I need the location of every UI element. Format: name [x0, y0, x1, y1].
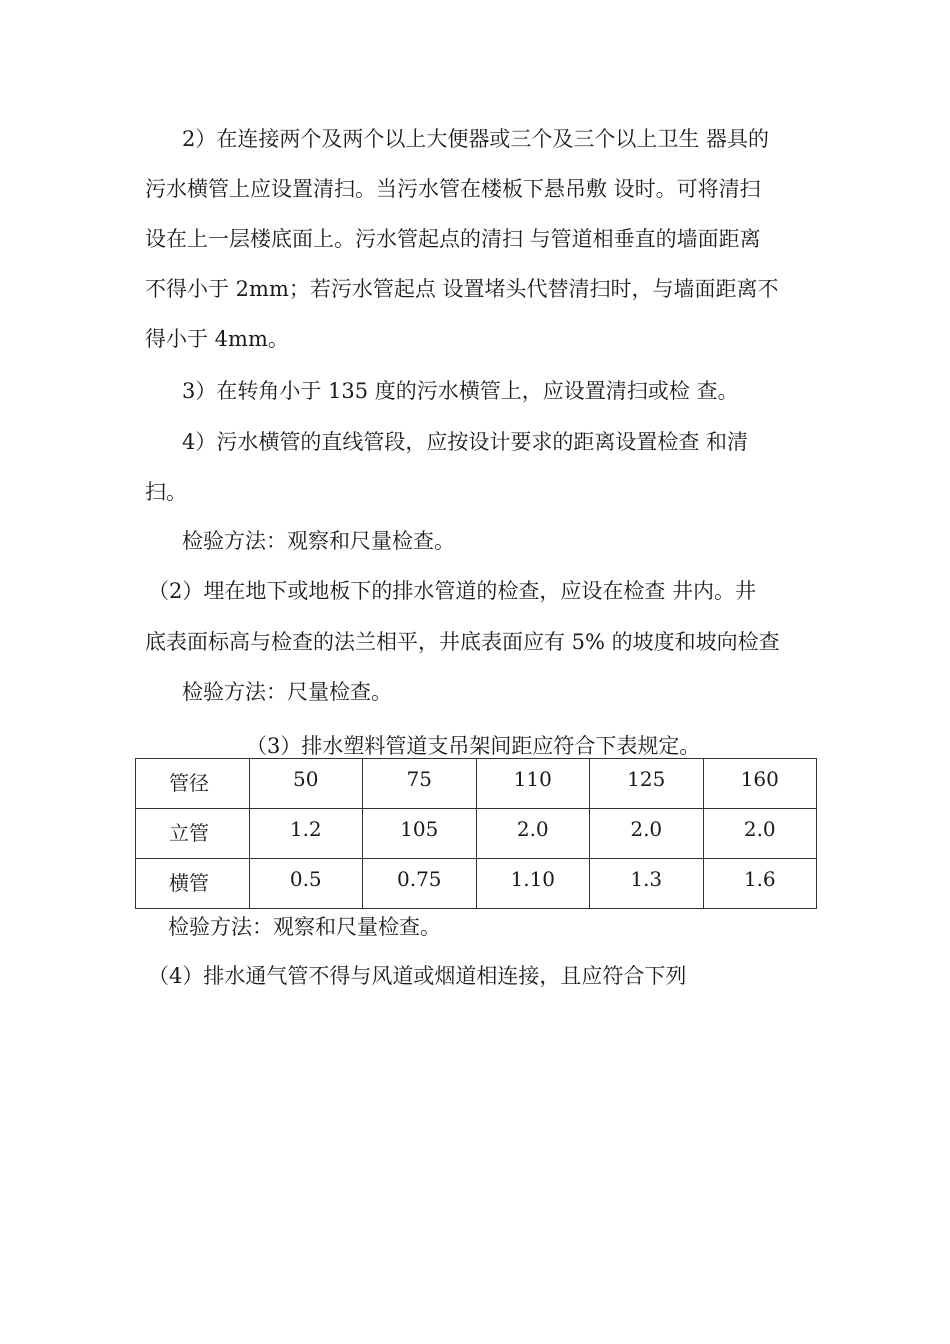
paragraph-line: 污水横管上应设置清扫。当污水管在楼板下悬吊敷 设时。可将清扫 [145, 177, 761, 201]
paragraph-line: （4）排水通气管不得与风道或烟道相连接，且应符合下列 [148, 964, 687, 988]
paragraph-line: 2）在连接两个及两个以上大便器或三个及三个以上卫生 器具的 [182, 127, 770, 151]
table-row [136, 809, 817, 859]
paragraph-line: 3）在转角小于 135 度的污水横管上，应设置清扫或检 查。 [182, 379, 739, 403]
paragraph-line: 得小于 4mm。 [145, 327, 289, 351]
table-cell: 1.2 [249, 809, 363, 859]
row-label: 横管 [136, 859, 250, 909]
row-label: 立管 [136, 809, 250, 859]
table-cell: 0.75 [363, 859, 477, 909]
inspection-method: 检验方法：观察和尺量检查。 [168, 915, 441, 939]
inspection-method: 检验方法：尺量检查。 [182, 680, 392, 704]
table-cell: 160 [703, 759, 817, 809]
table-cell: 2.0 [476, 809, 590, 859]
paragraph-line: 4）污水横管的直线管段，应按设计要求的距离设置检查 和清 [182, 430, 749, 454]
table-cell: 1.6 [703, 859, 817, 909]
paragraph-line: （2）埋在地下或地板下的排水管道的检查，应设在检查 井内。井 [148, 579, 757, 603]
table-cell: 50 [249, 759, 363, 809]
table-caption: （3）排水塑料管道支吊架间距应符合下表规定。 [246, 734, 701, 758]
paragraph-line: 设在上一层楼底面上。污水管起点的清扫 与管道相垂直的墙面距离 [145, 227, 761, 251]
row-label: 管径 [136, 759, 250, 809]
paragraph-line: 扫。 [145, 480, 187, 504]
paragraph-line: 不得小于 2mm；若污水管起点 设置堵头代替清扫时，与墙面距离不 [145, 277, 779, 301]
table-cell: 105 [363, 809, 477, 859]
table-cell: 1.10 [476, 859, 590, 909]
paragraph-line: 底表面标高与检查的法兰相平，井底表面应有 5% 的坡度和坡向检查 [145, 630, 780, 654]
inspection-method: 检验方法：观察和尺量检查。 [182, 529, 455, 553]
table-cell: 0.5 [249, 859, 363, 909]
table-cell: 125 [590, 759, 704, 809]
table-cell: 110 [476, 759, 590, 809]
support-spacing-table [135, 758, 817, 909]
table-cell: 2.0 [590, 809, 704, 859]
table-cell: 75 [363, 759, 477, 809]
table-cell: 2.0 [703, 809, 817, 859]
table-row [136, 859, 817, 909]
table-row [136, 759, 817, 809]
table-cell: 1.3 [590, 859, 704, 909]
